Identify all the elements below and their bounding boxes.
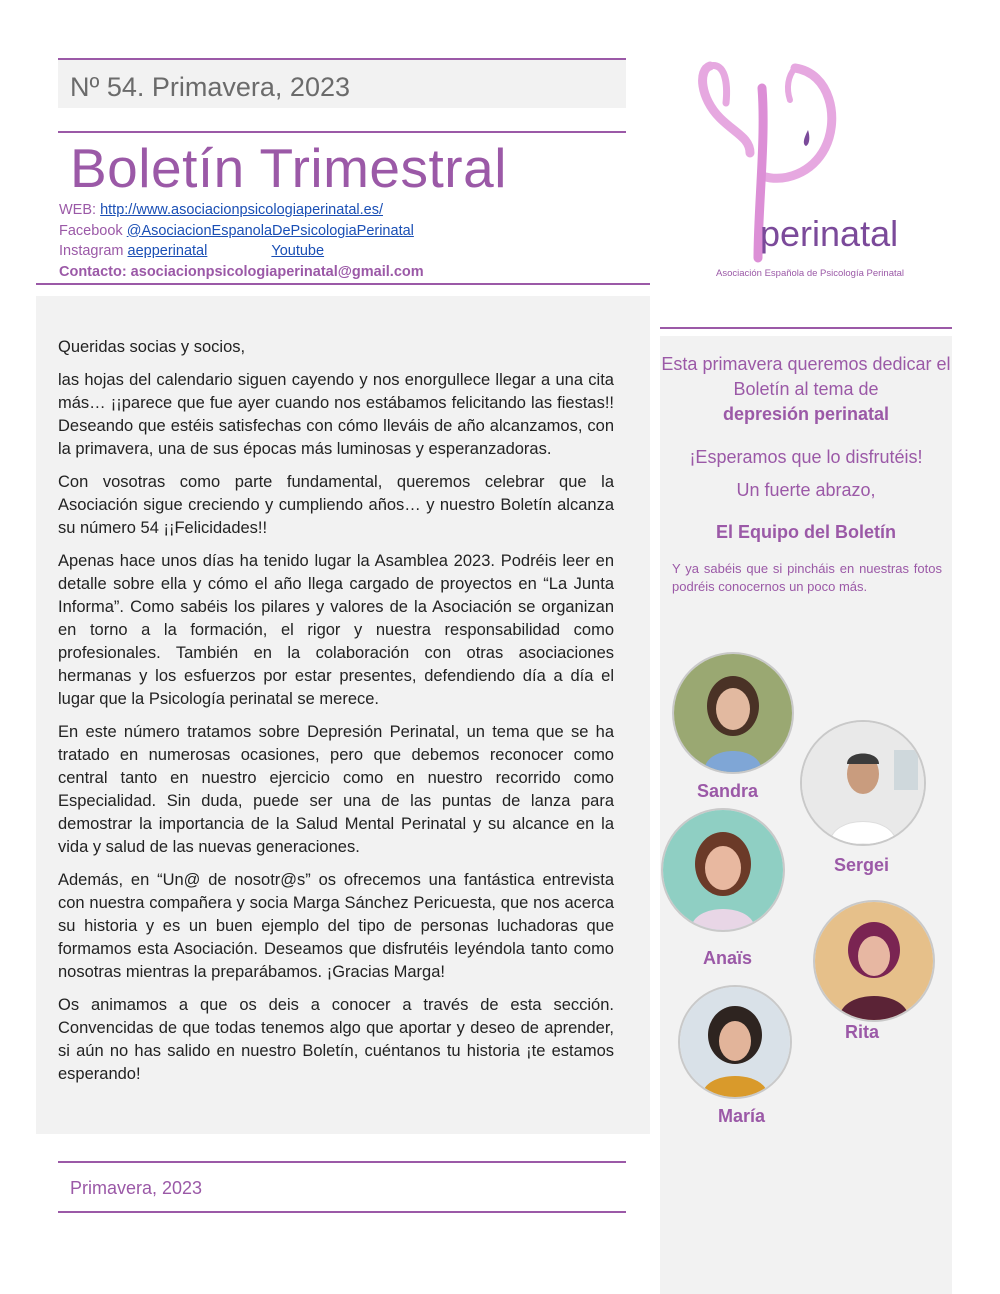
sidebar-intro: Esta primavera queremos dedicar el Boletín al tema de	[661, 354, 951, 399]
sidebar-team: El Equipo del Boletín	[716, 522, 896, 542]
person-silhouette-icon	[663, 810, 783, 930]
issue-bar	[58, 58, 626, 108]
name-sergei: Sergei	[834, 855, 890, 875]
letter-panel	[36, 296, 650, 1134]
letter-paragraph: Apenas hace unos días ha tenido lugar la Asamblea 2023. Podréis leer en detalle sobre ella y cómo el año llega cargado de proyectos en “La Junta Informa”. Como sabéis los pilares y valores de la Asociación se organizan en torno a la formación, el rigor y nuestra responsabilidad como profesionales. También en la colaboración con otras asociaciones hermanas y los esfuerzos por estar presentes, defendiendo día a día el lugar que la Psicología perinatal se merece.	[58, 552, 614, 708]
photo-rita[interactable]	[813, 900, 935, 1022]
photo-sandra[interactable]	[672, 652, 794, 774]
letter-paragraph: las hojas del calendario siguen cayendo y nos enorgullece llegar a una cita más… ¡¡parece que fue ayer cuando nos estábamos felicitando las fiestas!! Deseando que estéis satisfechas con cómo lleváis de año alcanzamos, con la primavera, una de sus épocas más luminosas y esperanzadoras.	[58, 371, 614, 458]
person-silhouette-icon	[802, 722, 924, 844]
footer-rule-bottom	[58, 1211, 626, 1213]
instagram-link[interactable]: aepperinatal	[127, 243, 208, 259]
issue-number: Nº 54. Primavera, 2023	[70, 72, 350, 102]
letter-greeting: Queridas socias y socios,	[58, 338, 246, 356]
web-label: WEB:	[59, 202, 97, 218]
logo-wordmark: perinatal	[760, 213, 899, 254]
sidebar-note: Y ya sabéis que si pincháis en nuestras fotos podréis conocernos un poco más.	[672, 561, 942, 594]
facebook-link[interactable]: @AsociacionEspanolaDePsicologiaPerinatal	[126, 222, 414, 239]
web-link[interactable]: http://www.asociacionpsicologiaperinatal.es/	[100, 202, 383, 218]
footer-season: Primavera, 2023	[70, 1178, 203, 1198]
contact-email: Contacto: asociacionpsicologiaperinatal@gmail.com	[59, 263, 424, 280]
letter-paragraph: Os animamos a que os deis a conocer a través de esta sección. Convencidas de que todas tenemos algo que aportar y deseo de aprender, si aún no has salido en nuestro Boletín, cuéntanos tu historia ¡te estamos esperando!	[58, 996, 614, 1083]
logo-subtitle: Asociación Española de Psicología Perinatal	[716, 268, 905, 279]
person-silhouette-icon	[815, 902, 933, 1020]
editorial-letter	[58, 336, 614, 1096]
header-rule	[36, 283, 650, 285]
name-sandra: Sandra	[697, 781, 759, 801]
title-rule	[58, 131, 626, 133]
person-silhouette-icon	[674, 654, 792, 772]
sidebar-rule	[660, 327, 952, 329]
contact-links	[59, 200, 424, 282]
person-silhouette-icon	[680, 987, 790, 1097]
letter-paragraph: Además, en “Un@ de nosotr@s” os ofrecemos una fantástica entrevista con nuestra compañera y socia Marga Sánchez Pericuesta, que nos acerca su historia y es un buen ejemplo del tipo de personas luchadoras que formamos esta Asociación. Deseamos que disfrutéis leyéndola tanto como nosotras mientras la preparábamos. ¡Gracias Marga!	[58, 871, 614, 981]
sidebar-hug: Un fuerte abrazo,	[736, 480, 876, 500]
page-title: Boletín Trimestral	[70, 137, 507, 199]
letter-paragraph: En este número tratamos sobre Depresión Perinatal, un tema que se ha tratado en numerosas ocasiones, pero que debemos reconocer como central tanto en nuestro ejercicio como en nuestro recorrido como Especialidad. Sin duda, puede ser una de las puntas de lanza para demostrar la importancia de la Salud Mental Perinatal y su alcance en la vida y salud de las nuevas generaciones.	[58, 723, 614, 856]
youtube-link[interactable]: Youtube	[271, 243, 325, 259]
sidebar-enjoy: ¡Esperamos que lo disfrutéis!	[689, 447, 923, 467]
letter-paragraph: Con vosotras como parte fundamental, queremos celebrar que la Asociación sigue creciendo y cumpliendo años… y nuestro Boletín alcanza su número 54 ¡¡Felicidades!!	[58, 473, 614, 537]
name-maria: María	[718, 1106, 766, 1126]
photo-anais[interactable]	[661, 808, 785, 932]
photo-maria[interactable]	[678, 985, 792, 1099]
name-anais: Anaïs	[703, 948, 753, 968]
instagram-label: Instagram	[59, 243, 124, 259]
sidebar-topic: depresión perinatal	[722, 404, 890, 424]
name-rita: Rita	[845, 1022, 880, 1042]
footer-rule-top	[58, 1161, 626, 1163]
photo-sergei[interactable]	[800, 720, 926, 846]
facebook-label: Facebook	[59, 222, 123, 239]
